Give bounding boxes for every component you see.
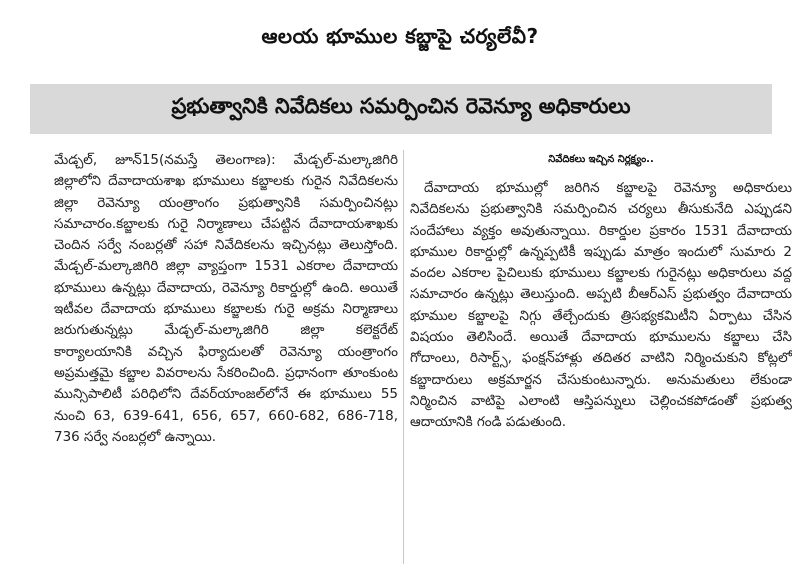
left-column-body: మేడ్చల్-మల్కాజిగిరి జిల్లాలోని దేవాదాయశాఖ భూములు కబ్జాలకు గురైన నివేదికలను జిల్లా రెవెన్యూ యంత్రాంగం ప్రభుత్వానికి సమర్పించినట్లు సమాచారం.కబ్జాలకు గురై నిర్మాణాలు చేపట్టిన దేవాదాయశాఖకు చెందిన సర్వే నంబర్లతో సహా నివేదికలను ఇచ్చినట్లు తెలుస్తోంది. మేడ్చల్-మల్కాజిగిరి జిల్లా వ్యాప్తంగా 1531 ఎకరాల దేవాదాయ భూములు ఉన్నట్లు దేవాదాయ, రెవెన్యూ రికార్డుల్లో ఉంది. అయితే ఇటీవల దేవాదాయ భూములు కబ్జాలకు గురై అక్రమ నిర్మాణాలు జరుగుతున్నట్లు మేడ్చల్-మల్కాజిగిరి జిల్లా కలెక్టరేట్ కార్యాలయానికి వచ్చిన ఫిర్యాదులతో రెవెన్యూ యంత్రాంగం అప్రమత్తమై కబ్జాల వివరాలను సేకరించింది. ప్రధానంగా తూంకుంట మున్సిపాలిటీ పరిధిలోని దేవర్‌యాంజల్‌లోనే ఈ భూములు 55 నుంచి 63, 639-641, 656, 657, 660-682, 686-718, 736 సర్వే నంబర్లలో ఉన్నాయి.	[54, 152, 398, 445]
column-divider	[403, 150, 404, 564]
section-title: నివేదికలు ఇచ్చిన నిర్లక్ష్యం..	[548, 154, 654, 165]
dateline: మేడ్చల్, జూన్15(నమస్తే తెలంగాణ):	[54, 152, 276, 168]
headline: ఆలయ భూముల కబ్జాపై చర్యలేవీ?	[261, 23, 539, 48]
right-column-body: దేవాదాయ భూముల్లో జరిగిన కబ్జాలపై రెవెన్యూ అధికారులు నివేదికలను ప్రభుత్వానికి సమర్పించిన చర్యలు తీసుకునేది ఎప్పుడని సందేహాలు వ్యక్తం అవుతున్నాయి. రికార్డుల ప్రకారం 1531 దేవాదాయ భూముల రికార్డుల్లో ఉన్నప్పటికీ ఇప్పుడు మాత్రం ఇందులో సుమారు 2 వందల ఎకరాల పైచిలుకు భూములు కబ్జాలకు గురైనట్లు అధికారులు వద్ద సమాచారం ఉన్నట్లు తెలుస్తుంది. అప్పటి బీఆర్‌ఎస్ ప్రభుత్వం దేవాదాయ భూముల కబ్జాలపై నిగ్గు తేల్చేందుకు త్రిసభ్యకమిటీని ఏర్పాటు చేసిన విషయం తెలిసిందే. అయితే దేవాదాయ భూములను కబ్జాలు చేసి గోదాంలు, రిసార్ట్స్, ఫంక్షన్‌హాళ్లు తదితర వాటిని నిర్మించుకుని కోట్లలో కబ్జాదారులు అక్రమార్జన చేసుకుంటున్నారు. అనుమతులు లేకుండా నిర్మించిన వాటిపై ఎలాంటి ఆస్తిపన్నులు చెల్లించకపోడంతో ప్రభుత్వ ఆదాయానికి గండి పడుతుంది.	[410, 180, 792, 431]
subheadline: ప్రభుత్వానికి నివేదికలు సమర్పించిన రెవెన్యూ అధికారులు	[171, 94, 631, 118]
left-column-text	[54, 150, 398, 448]
left-column	[54, 150, 398, 570]
right-column	[410, 148, 792, 572]
subheadline-band	[30, 84, 772, 134]
